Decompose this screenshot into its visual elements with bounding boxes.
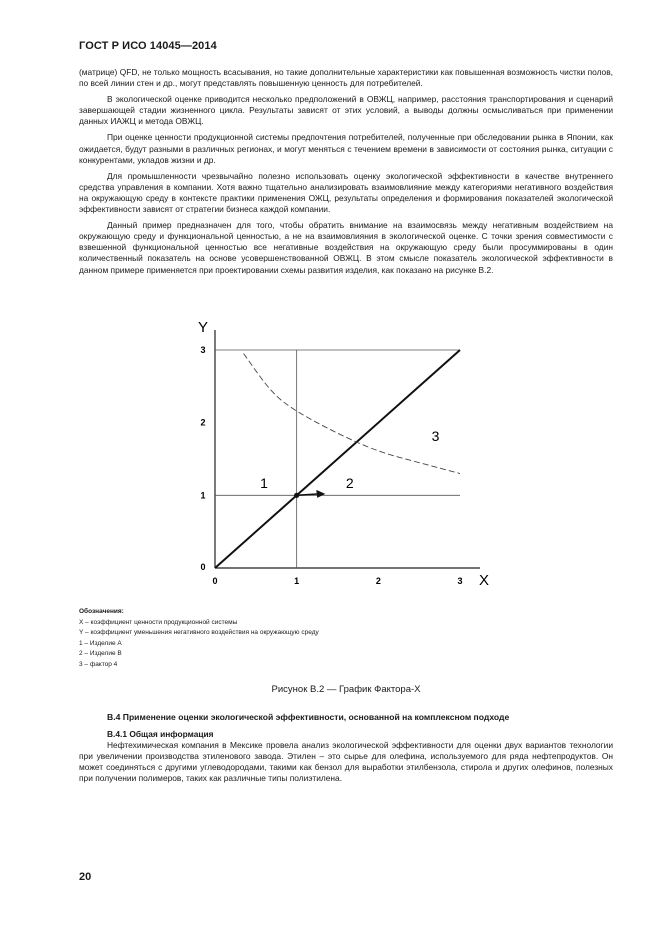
paragraph-5: Данный пример предназначен для того, чтобы обратить внимание на взаимосвязь между негативным воздействием на окружающую среду и функциональной ценностью, а не на взаимовлияния в экологической оценке. С точки зрения совместимости с взвешенной функциональной ценностью все негативные воздействия на окружающую среду были просуммированы в один количественный показатель на основе усовершенствованной ОВЖЦ. В этом смысле показатель экологической эффективности в данном примере применяется при проектировании схемы развития изделия, как показано на рисунке В.2. xyxy=(79,220,613,275)
chart-svg xyxy=(190,312,500,597)
x-tick-label: 0 xyxy=(212,576,218,586)
x-axis-label: X xyxy=(478,572,490,589)
paragraph-3: При оценке ценности продукционной системы предпочтения потребителей, полученные при обследовании рынка в Японии, как ожидается, будут разными в различных регионах, и могут меняться с течением времени в зависимости от состояния рынка, ситуации с конкурентами, укладов жизни и др. xyxy=(79,132,613,165)
body-text-top xyxy=(79,67,613,281)
series-label: 3 xyxy=(431,427,440,444)
body-text-bottom xyxy=(79,740,613,784)
legend-item: 1 – Изделие А xyxy=(79,639,122,647)
paragraph-2: В экологической оценке приводится несколько предположений в ОВЖЦ, например, расстояния транспортирования и сценарий завершающей стадии жизненного цикла. Результаты зависят от этих условий, а выводы должны осмысливаться при применении данных ИАЖЦ и метода ОВЖЦ. xyxy=(79,94,613,127)
series-label: 2 xyxy=(345,475,354,492)
legend-item: X – коэффициент ценности продукционной системы xyxy=(79,618,238,626)
chart-legend xyxy=(79,607,319,670)
legend-item: Y – коэффициент уменьшения негативного воздействия на окружающую среду xyxy=(79,629,319,636)
legend-item: 2 – Изделие В xyxy=(79,650,122,657)
figure-caption: Рисунок В.2 — График Фактора-X xyxy=(271,684,421,695)
paragraph-1: (матрице) QFD, не только мощность всасывания, но такие дополнительные характеристики как повышенная возможность чистки полов, по всей линии стен и др., могут представлять повышенную ценность для потребителей. xyxy=(79,67,613,89)
x-tick-label: 2 xyxy=(375,576,381,586)
paragraph-4: Для промышленности чрезвычайно полезно использовать оценку экологической эффективности в качестве внутреннего средства управления в компании. Хотя важно тщательно анализировать взаимовлияние между категориями негативного воздействия на окружающую среду в контексте практики применения ОЖЦ, результаты определения и формирования показателей экологической эффективности зависят от стратегии бизнеса каждой компании. xyxy=(79,170,613,215)
series-label: 1 xyxy=(260,475,268,492)
y-tick-label: 3 xyxy=(200,345,206,355)
series-2-arrow-head xyxy=(316,490,325,498)
document-header: ГОСТ Р ИСО 14045—2014 xyxy=(79,40,217,52)
subsection-heading: В.4.1 Общая информация xyxy=(107,729,214,739)
factor-x-chart xyxy=(190,312,500,597)
page-number: 20 xyxy=(79,871,92,883)
series-3-curve xyxy=(244,354,460,474)
y-axis-label: Y xyxy=(197,319,209,336)
x-tick-label: 1 xyxy=(294,576,300,586)
series-1-line xyxy=(215,350,460,568)
section-heading: В.4 Применение оценки экологической эффективности, основанной на комплексном подходе xyxy=(107,712,510,722)
legend-item: 3 – фактор 4 xyxy=(79,660,118,668)
x-tick-label: 3 xyxy=(457,576,463,586)
y-tick-label: 2 xyxy=(200,417,206,428)
y-tick-label: 1 xyxy=(200,490,206,501)
y-tick-label: 0 xyxy=(200,562,206,572)
paragraph-6: Нефтехимическая компания в Мексике провела анализ экологической эффективности для оценки двух вариантов технологии при увеличении производства этиленового завода. Этилен – это сырье для олефина, используемого для ряда нефтепродуктов. Он может соединяться с другими углеводородами, такими как бензол для выработки этилбензола, стирола и других олефинов, полезных при получении полимеров, таких как различные типы полиэтилена. xyxy=(79,740,613,784)
legend-title: Обозначения: xyxy=(79,608,124,615)
series-2-start-point xyxy=(294,493,299,498)
